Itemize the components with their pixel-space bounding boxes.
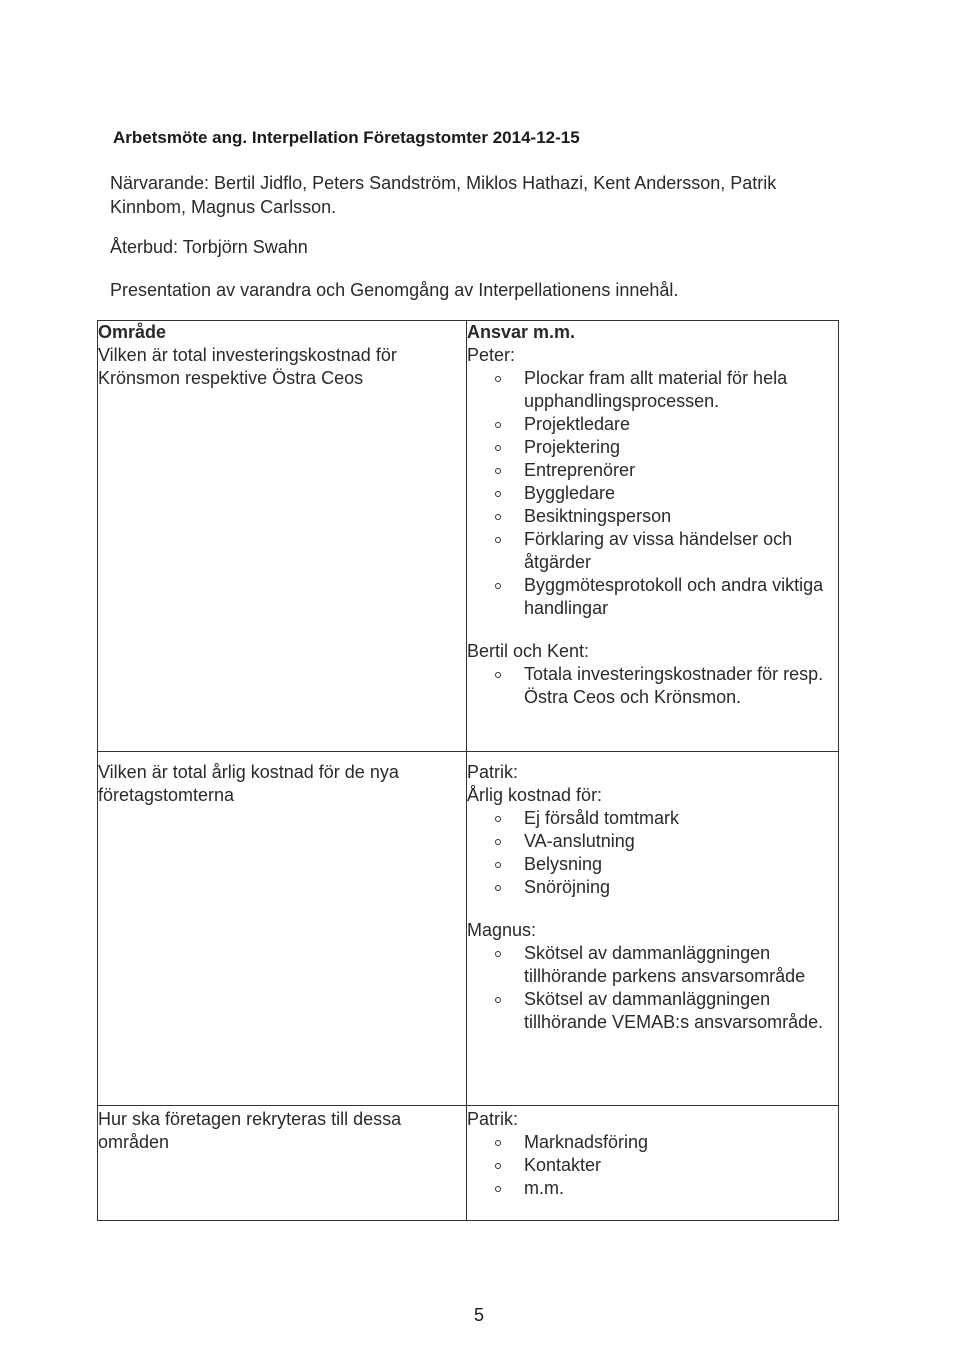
list-item-text: Snöröjning [524,877,611,897]
bullet-icon [495,583,501,589]
list-item [495,853,838,876]
bullet-icon [495,672,501,678]
list-item-text: Skötsel av dammanläggningen tillhörande VEMAB:s ansvarsområde. [524,989,824,1032]
bullet-icon [495,862,501,868]
bullet-icon [495,514,501,520]
list-item-text: m.m. [524,1178,564,1198]
list-item [495,459,838,482]
responsible-person-label: Peter: [467,345,516,365]
list-item [495,663,838,709]
responsibility-cell [467,321,839,752]
responsible-person-label: Magnus: [467,920,537,940]
list-item [495,876,838,899]
presentation-paragraph: Presentation av varandra och Genomgång av Interpellationens innehål. [110,280,679,300]
list-item [495,1131,838,1154]
list-item-text: Projektering [524,437,621,457]
attendees-paragraph: Närvarande: Bertil Jidflo, Peters Sandström, Miklos Hathazi, Kent Andersson, Patrik Kinnbom, Magnus Carlsson. [110,173,777,217]
responsible-person-label: Patrik: [467,762,519,782]
bullet-icon [495,422,501,428]
area-question: Hur ska företagen rekryteras till dessa områden [98,1109,402,1152]
list-item-text: Byggledare [524,483,616,503]
responsible-person-label: Patrik: [467,1109,519,1129]
responsibility-table [97,320,839,1221]
bullet-icon [495,816,501,822]
bullet-icon [495,1140,501,1146]
list-item-text: VA-anslutning [524,831,635,851]
list-item-text: Plockar fram allt material för hela upphandlingsprocessen. [524,368,788,411]
bullet-icon [495,468,501,474]
cost-sublabel: Årlig kostnad för: [467,785,603,805]
list-item [495,367,838,413]
area-question: Vilken är total investeringskostnad för Krönsmon respektive Östra Ceos [98,345,397,388]
list-item-text: Entreprenörer [524,460,636,480]
task-list [467,807,838,899]
bullet-icon [495,997,501,1003]
spacer [467,899,838,919]
list-item [495,988,838,1034]
bullet-icon [495,885,501,891]
table-row [98,1106,839,1221]
bullet-icon [495,839,501,845]
task-list [467,942,838,1034]
list-item [495,942,838,988]
list-item-text: Kontakter [524,1155,602,1175]
bullet-icon [495,537,501,543]
list-item [495,830,838,853]
list-item [495,505,838,528]
list-item [495,807,838,830]
list-item-text: Ej försåld tomtmark [524,808,680,828]
list-item-text: Besiktningsperson [524,506,672,526]
list-item [495,436,838,459]
list-item [495,574,838,620]
task-list [467,663,838,709]
task-list [467,367,838,620]
document-title: Arbetsmöte ang. Interpellation Företagstomter 2014-12-15 [113,128,580,147]
responsible-person-label: Bertil och Kent: [467,641,590,661]
responsibility-cell [467,1106,839,1221]
bullet-icon [495,1186,501,1192]
list-item [495,1154,838,1177]
area-cell [98,752,467,1106]
bullet-icon [495,951,501,957]
list-item-text: Byggmötesprotokoll och andra viktiga handlingar [524,575,824,618]
list-item [495,528,838,574]
area-header: Område [98,322,167,342]
list-item-text: Belysning [524,854,603,874]
list-item [495,1177,838,1200]
area-question: Vilken är total årlig kostnad för de nya företagstomterna [98,762,399,805]
bullet-icon [495,376,501,382]
list-item [495,413,838,436]
responsibility-header: Ansvar m.m. [467,322,576,342]
table-row [98,321,839,752]
responsibility-cell [467,752,839,1106]
bullet-icon [495,491,501,497]
absent-paragraph: Återbud: Torbjörn Swahn [110,237,308,257]
list-item-text: Förklaring av vissa händelser och åtgärder [524,529,793,572]
list-item-text: Totala investeringskostnader för resp. Östra Ceos och Krönsmon. [524,664,824,707]
table-row [98,752,839,1106]
task-list [467,1131,838,1200]
list-item-text: Marknadsföring [524,1132,649,1152]
bullet-icon [495,1163,501,1169]
page-number: 5 [474,1305,485,1325]
list-item-text: Projektledare [524,414,631,434]
area-cell [98,1106,467,1221]
area-cell [98,321,467,752]
list-item [495,482,838,505]
list-item-text: Skötsel av dammanläggningen tillhörande parkens ansvarsområde [524,943,806,986]
spacer [467,620,838,640]
bullet-icon [495,445,501,451]
